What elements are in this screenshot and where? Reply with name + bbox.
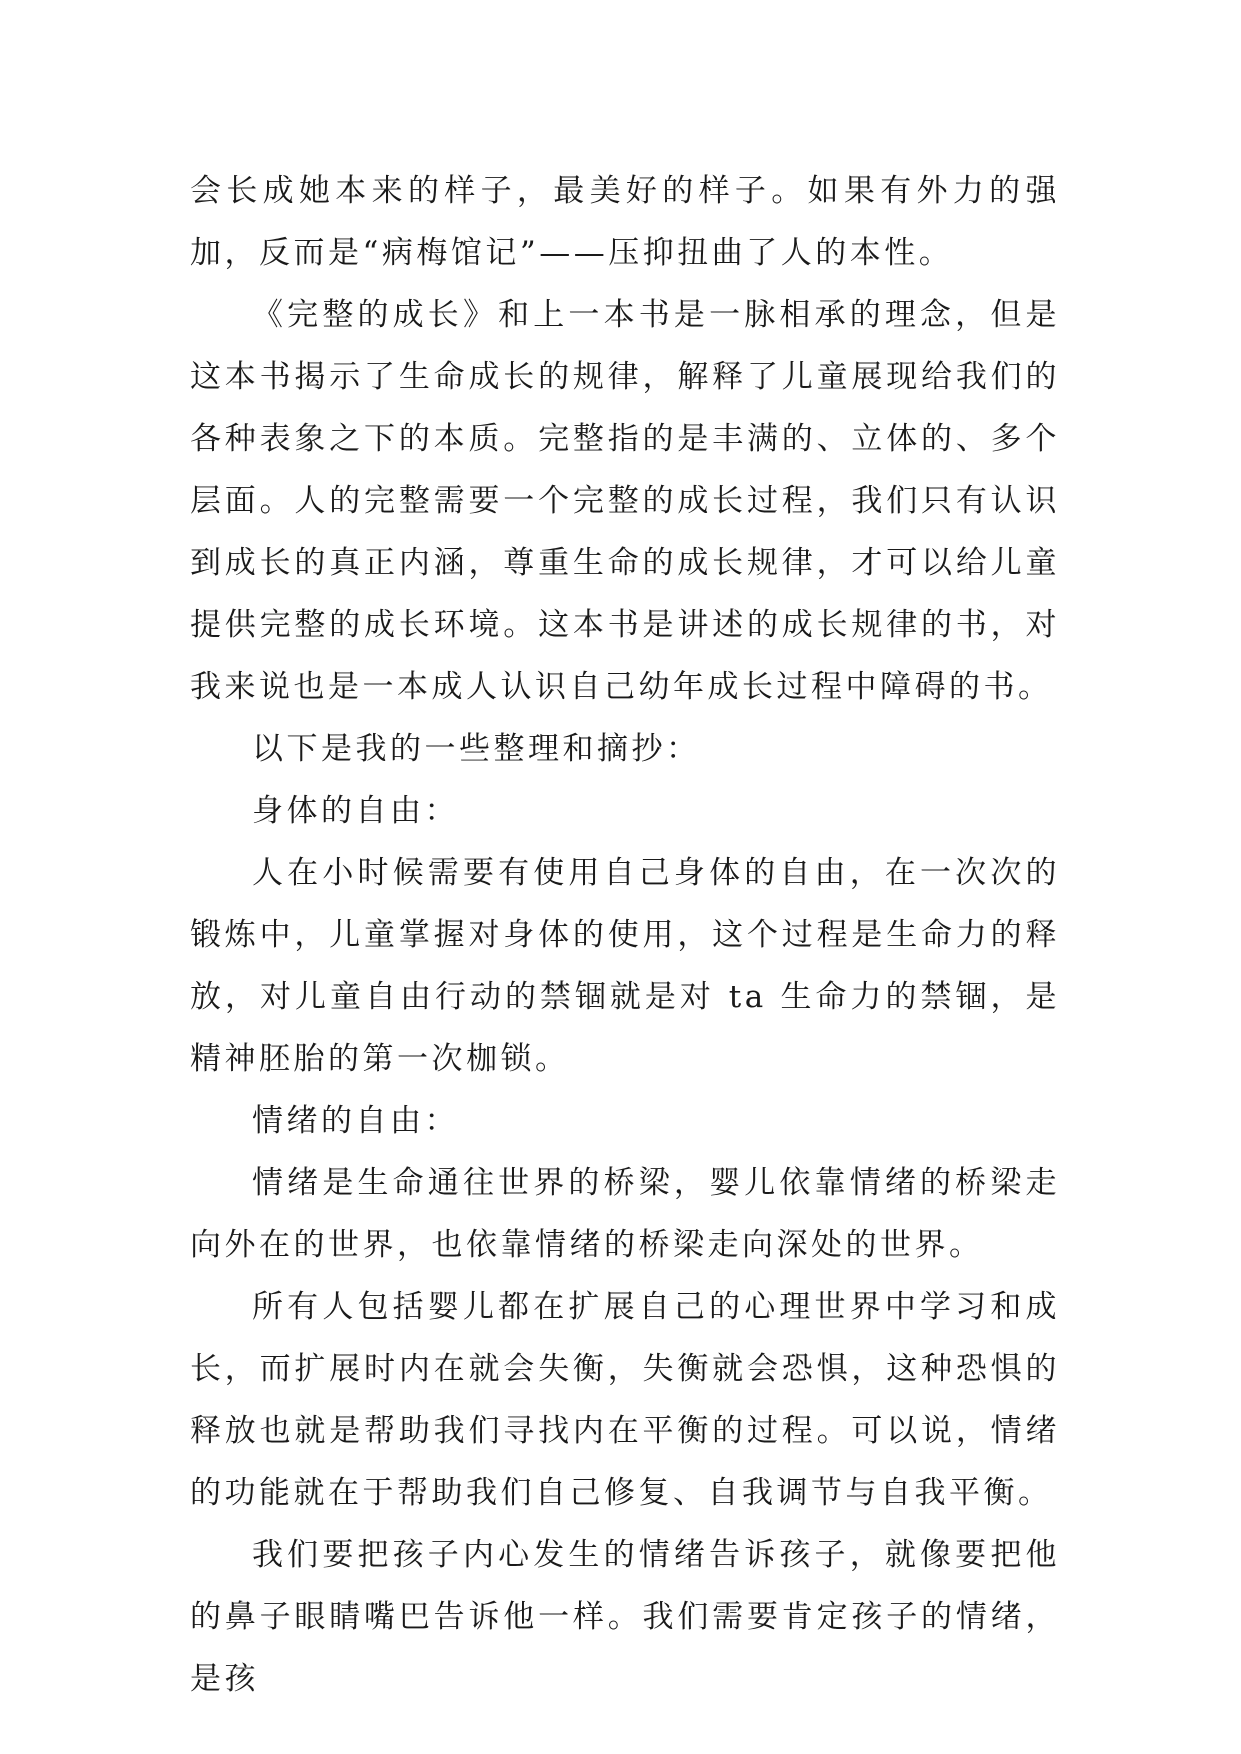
paragraph: 会长成她本来的样子，最美好的样子。如果有外力的强加，反而是“病梅馆记”——压抑扭曲了人的本性。 (190, 173, 1060, 271)
paragraph: 情绪是生命通往世界的桥梁，婴儿依靠情绪的桥梁走向外在的世界，也依靠情绪的桥梁走向深处的世界。 (190, 1165, 1060, 1263)
paragraph: 我们要把孩子内心发生的情绪告诉孩子，就像要把他的鼻子眼睛嘴巴告诉他一样。我们需要肯定孩子的情绪，是孩 (190, 1537, 1060, 1697)
document-body (190, 160, 1060, 1710)
section-heading-body-freedom: 身体的自由： (252, 793, 459, 829)
section-heading-emotional-freedom: 情绪的自由： (252, 1103, 459, 1139)
paragraph: 《完整的成长》和上一本书是一脉相承的理念，但是这本书揭示了生命成长的规律，解释了儿童展现给我们的各种表象之下的本质。完整指的是丰满的、立体的、多个层面。人的完整需要一个完整的成长过程，我们只有认识到成长的真正内涵，尊重生命的成长规律，才可以给儿童提供完整的成长环境。这本书是讲述的成长规律的书，对我来说也是一本成人认识自己幼年成长过程中障碍的书。 (190, 297, 1060, 705)
paragraph: 以下是我的一些整理和摘抄： (252, 731, 701, 767)
paragraph: 人在小时候需要有使用自己身体的自由，在一次次的锻炼中，儿童掌握对身体的使用，这个过程是生命力的释放，对儿童自由行动的禁锢就是对 ta 生命力的禁锢，是精神胚胎的第一次枷锁。 (190, 855, 1060, 1077)
paragraph: 所有人包括婴儿都在扩展自己的心理世界中学习和成长，而扩展时内在就会失衡，失衡就会恐惧，这种恐惧的释放也就是帮助我们寻找内在平衡的过程。可以说，情绪的功能就在于帮助我们自己修复、自我调节与自我平衡。 (190, 1289, 1060, 1511)
